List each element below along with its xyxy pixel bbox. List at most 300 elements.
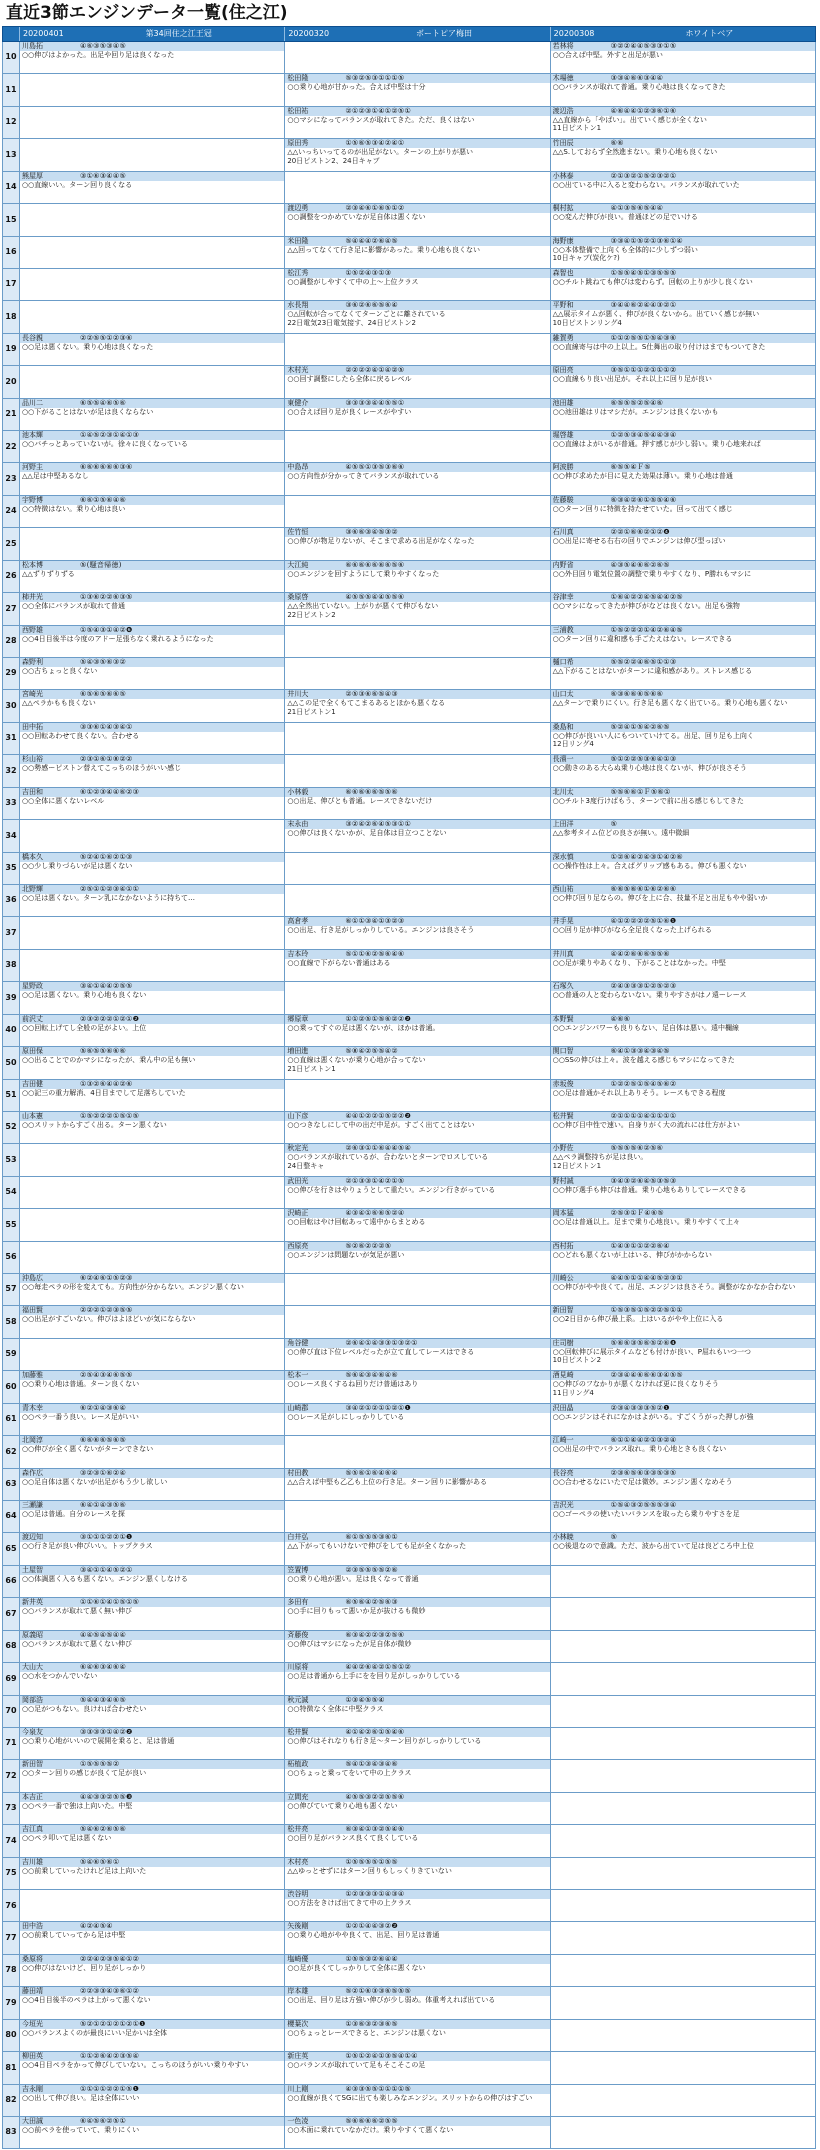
racer-line: [551, 107, 815, 116]
table-cell: [285, 1858, 550, 1889]
racer-name: 武田光: [287, 1176, 309, 1185]
race-results: ②②③③④③⑥①②: [80, 1987, 140, 1996]
racer-name: 加藤雅: [22, 1371, 43, 1380]
table-cell: [551, 42, 815, 73]
racer-line: [285, 1047, 549, 1056]
race-results: ①④③①①②②⑥④: [610, 1241, 670, 1250]
table-cell: [285, 1696, 550, 1727]
engine-number: 22: [3, 431, 20, 462]
race-results: ①⑤⑥⑤③④②④①: [345, 139, 405, 148]
racer-line: [20, 1371, 284, 1380]
racer-line: [551, 1274, 815, 1283]
engine-comment: ○○外目回り電気位置の調整で乗りやすくなり、P勝れもマシに: [552, 569, 752, 578]
engine-comment: ○○伸びは良くないかが、足自体は目立つことない: [287, 829, 447, 838]
race-results: ④②④⑤④: [80, 1922, 113, 1931]
table-cell: [285, 626, 550, 657]
race-results: ③⑤①①①②①①①②: [610, 366, 677, 375]
engine-comment: ○○操作性は上々。合えばグリップ感もある。伸びも悪くない: [552, 861, 747, 870]
racer-line: [285, 1533, 549, 1542]
table-cell: [285, 950, 550, 981]
racer-name: 土屋智: [22, 1565, 43, 1574]
table-cell: [285, 1955, 550, 1986]
engine-comment: ○○伸び直は下位レベルだったが立て直してレースはできる: [287, 1347, 475, 1356]
racer-name: 吉本玲: [287, 949, 309, 958]
racer-name: 小林暁: [552, 1533, 574, 1542]
table-row: [2, 1955, 816, 1987]
race-results: ①⑤⑤③②⑥④④: [345, 1954, 398, 1963]
racer-line: [551, 2117, 815, 2126]
racer-line: [551, 1112, 815, 1121]
racer-name: 谷津幸: [552, 593, 574, 602]
engine-comment: ○○SSの伸びは上々。波を越える感じもマシになってきた: [552, 1056, 735, 1065]
engine-comment: ○○下がることはないが足は良くならない: [22, 407, 154, 416]
engine-comment: ○○毎走ペラの形を変えても。方向性が分からない。エンジン悪くない: [22, 1283, 244, 1292]
racer-line: [285, 593, 549, 602]
table-cell: [20, 1566, 285, 1597]
table-row: [2, 626, 816, 658]
racer-line: [20, 1339, 284, 1348]
race-results: ⑥④⑤⑥②⑤①: [80, 2117, 127, 2125]
racer-name: 宇野博: [22, 495, 43, 504]
table-cell: [285, 1890, 550, 1921]
engine-comment: ○○出足の中でパランス取れ。乗り心地ときも良くない: [552, 1445, 727, 1454]
racer-line: [20, 2052, 284, 2061]
racer-line: [20, 334, 284, 343]
table-row: [2, 1631, 816, 1663]
table-row: [2, 1274, 816, 1306]
table-row: [2, 820, 816, 852]
table-cell: [551, 139, 815, 170]
race-results: ⑥⑤⑤⑤②⑤④⑥: [610, 398, 664, 407]
engine-number: 15: [3, 204, 20, 235]
racer-line: [20, 820, 284, 829]
engine-comment: ○○足がつもない。良ければ合わせたい: [22, 1704, 147, 1713]
table-cell: [20, 1436, 285, 1467]
race-results: ③④④⑥②④④③②①: [610, 301, 677, 310]
race-results: ③②③①⑥②④: [80, 1468, 127, 1477]
table-cell: [20, 1825, 285, 1856]
racer-name: 西山祐: [552, 884, 574, 893]
table-cell: [551, 1793, 815, 1824]
table-cell: [551, 1501, 815, 1532]
table-row: [2, 463, 816, 495]
racer-name: 桐村拡: [552, 204, 574, 213]
racer-line: [20, 1598, 284, 1607]
engine-comment: ○○マシになってバランスが取れてきた。ただ、良くはない: [287, 115, 475, 124]
header-date: 20200308: [553, 29, 595, 38]
engine-number: 29: [3, 658, 20, 689]
racer-line: [285, 269, 549, 278]
table-cell: [551, 2085, 815, 2116]
racer-name: 桑原将: [22, 1954, 43, 1963]
table-cell: [551, 853, 815, 884]
engine-number: 66: [3, 1566, 20, 1597]
engine-number: 80: [3, 2020, 20, 2051]
racer-name: 木場徳: [552, 74, 574, 83]
racer-line: [20, 1631, 284, 1640]
race-results: ①⑤⑤⑤⑤②: [80, 1760, 120, 1769]
racer-name: 沢崎正: [287, 1209, 309, 1218]
table-cell: [551, 2052, 815, 2083]
table-cell: [551, 1112, 815, 1143]
table-row: [2, 107, 816, 139]
engine-comment: ○○直線いい。ターン回り良くなる: [22, 180, 133, 189]
table-cell: [551, 334, 815, 365]
table-row: [2, 950, 816, 982]
race-results: ③③⑥①④③④①: [80, 722, 133, 731]
racer-line: [285, 917, 549, 926]
engine-comment: ○○本体整備で上向くも全体的に少しずつ弱い: [552, 245, 698, 254]
engine-comment: ○○足は悪くない。ターン乳になかないように持ちて…: [22, 893, 196, 902]
racer-name: 田中浩: [22, 1922, 43, 1931]
race-results: ④⑥③⑤③④⑤: [80, 42, 127, 50]
race-results: ②③⑤⑤⑤⑤②⑥: [345, 1565, 398, 1574]
racer-name: 河野主: [22, 463, 43, 472]
racer-name: 秋定光: [287, 1144, 309, 1153]
engine-number: 74: [3, 1825, 20, 1856]
table-cell: [285, 1598, 550, 1629]
racer-line: [20, 431, 284, 440]
engine-number: 14: [3, 172, 20, 203]
racer-name: 品川二: [22, 398, 43, 407]
engine-number: 75: [3, 1858, 20, 1889]
racer-line: [285, 1760, 549, 1769]
race-results: ④①④②⑥①⑤④⑥: [345, 1727, 405, 1736]
racer-line: [20, 399, 284, 408]
table-cell: [551, 237, 815, 268]
engine-comment: ○○エンジンを回すようにして乗りやすくなった: [287, 569, 440, 578]
racer-line: [20, 1987, 284, 1996]
table-cell: [20, 1858, 285, 1889]
race-results: ⑤④⑥⑤⑥①: [80, 1857, 120, 1866]
table-cell: [285, 2117, 550, 2148]
table-cell: [551, 1306, 815, 1337]
engine-comment: ○○足が良くてしっかりして全体に悪くない: [287, 1963, 426, 1972]
racer-name: 塩崎優: [287, 1954, 309, 1963]
header-col-2: [284, 27, 549, 41]
racer-line: [20, 1112, 284, 1121]
race-results: ⑥⑥⑥⑥⑥⑥③⑥: [80, 463, 133, 472]
table-cell: [551, 1404, 815, 1435]
racer-name: 佐竹恒: [287, 528, 309, 537]
racer-line: [551, 1955, 815, 1964]
race-results: ②②④②③⑤④①②: [80, 1954, 140, 1963]
table-cell: [285, 1047, 550, 1078]
racer-line: [551, 269, 815, 278]
header-number-cell: [3, 27, 19, 41]
racer-line: [20, 982, 284, 991]
racer-line: [285, 1793, 549, 1802]
race-results: ①②⑤③④⑤④④③④: [610, 431, 677, 440]
racer-name: 三浦教: [552, 625, 574, 634]
racer-line: [551, 237, 815, 246]
racer-name: 立間充: [287, 1792, 309, 1801]
race-results: ②②①⑥⑥②①②❹: [610, 528, 670, 537]
table-row: [2, 561, 816, 593]
racer-line: [20, 366, 284, 375]
racer-line: [285, 1598, 549, 1607]
table-cell: [20, 1890, 285, 1921]
table-cell: [20, 1144, 285, 1175]
table-cell: [20, 1209, 285, 1240]
race-results: ③④①①④⑤②①: [80, 1565, 133, 1574]
table-cell: [20, 1955, 285, 1986]
racer-name: 松本博: [22, 560, 43, 569]
racer-line: [20, 1436, 284, 1445]
table-cell: [285, 2085, 550, 2116]
engine-comment: ○○伸び求めたが目に見えた効果は薄い。乗り心地は普通: [552, 472, 733, 481]
racer-name: 原義昭: [22, 1630, 43, 1639]
racer-name: 吉田健: [22, 1079, 43, 1088]
racer-name: 新庄英: [287, 2052, 309, 2061]
engine-comment: ○○回り足が伸びがなら全足良くなった上げられる: [552, 926, 712, 935]
table-cell: [20, 950, 285, 981]
engine-comment: ○○ゴーペラの使いたいバランスを取ったら乗りやすさを足: [552, 1509, 740, 1518]
racer-line: [20, 528, 284, 537]
table-cell: [551, 1922, 815, 1953]
racer-name: 本野賢: [552, 1014, 574, 1023]
racer-name: 村田教: [287, 1468, 309, 1477]
table-row: [2, 1728, 816, 1760]
racer-line: [20, 237, 284, 246]
racer-line: [285, 2052, 549, 2061]
header-date: 20200320: [288, 29, 330, 38]
race-results: ⑤(騒音帰徳): [80, 560, 122, 569]
racer-name: 松田隆: [287, 74, 309, 83]
engine-number: 61: [3, 1404, 20, 1435]
engine-number: 36: [3, 885, 20, 916]
racer-line: [551, 2085, 815, 2094]
racer-line: [551, 1015, 815, 1024]
race-results: ③③④①⑤②①③⑥①④: [610, 236, 683, 245]
table-cell: [551, 1047, 815, 1078]
racer-name: 北川太: [552, 787, 574, 796]
racer-name: 酒見崎: [552, 1371, 574, 1380]
engine-comment: ○○ペラ一番で独は上向いた。中堅: [22, 1801, 133, 1810]
race-results: ③①⑥③④④⑤: [80, 171, 127, 180]
racer-line: [20, 1501, 284, 1510]
engine-number: 62: [3, 1436, 20, 1467]
race-results: ②③②②②①②①❷: [80, 1014, 140, 1023]
table-cell: [285, 1339, 550, 1370]
table-row: [2, 172, 816, 204]
racer-name: 小林毅: [287, 787, 309, 796]
engine-comment: ○○変んだ伸びが良い。普通ほどの足でいける: [552, 213, 698, 222]
racer-name: 川崎公: [552, 1274, 574, 1283]
racer-line: [285, 788, 549, 797]
header-col-3: [550, 27, 815, 41]
table-cell: [551, 820, 815, 851]
table-cell: [20, 301, 285, 332]
racer-line: [20, 1858, 284, 1867]
race-results: ③⑥⑥③④⑤③②: [345, 528, 398, 537]
table-cell: [20, 658, 285, 689]
engine-comment: ○○出ている中に入ると変わらない。バランスが取れていた: [552, 180, 740, 189]
engine-comment: ○○直線はよがいるが普通。押す感じが少し弱い。乗り心地来れば: [552, 440, 761, 449]
racer-name: 高倉孝: [287, 917, 309, 926]
table-cell: [551, 917, 815, 948]
engine-comment: ○○ペラ叩いて足は悪くない: [22, 1834, 112, 1843]
table-row: [2, 1015, 816, 1047]
engine-number: 54: [3, 1177, 20, 1208]
engine-number: 24: [3, 496, 20, 527]
table-cell: [551, 107, 815, 138]
racer-line: [285, 1922, 549, 1931]
racer-name: 森智也: [552, 268, 574, 277]
engine-comment: ○○バチっとあっていないが。徐々に良くなっている: [22, 440, 188, 449]
table-cell: [285, 1177, 550, 1208]
engine-comment: ○○手に回りもって悪いか足が抜けるも微妙: [287, 1607, 426, 1616]
engine-comment: ○○回転はやけ回転あって遠中からまとめる: [287, 1218, 426, 1227]
racer-name: 柿井光: [22, 593, 43, 602]
race-results: ⑥⑥: [610, 139, 624, 148]
engine-number: 63: [3, 1469, 20, 1500]
table-cell: [285, 1663, 550, 1694]
table-cell: [20, 1177, 285, 1208]
race-results: ④⑥④④①②③⑥①⑥: [610, 106, 677, 115]
racer-name: 吉田和: [22, 787, 43, 796]
race-results: ②⑤③⑥⑥⑤④③: [345, 690, 398, 699]
racer-name: 山口太: [552, 690, 574, 699]
table-header: [2, 26, 816, 42]
table-cell: [551, 1469, 815, 1500]
table-cell: [551, 366, 815, 397]
engine-number: 39: [3, 982, 20, 1013]
race-results: ①①②⑤⑤①⑤④③⑥: [610, 333, 677, 342]
parts-exchange-note: 24日整キャ: [287, 1161, 325, 1170]
header-venue: ボートピア梅田: [415, 29, 472, 38]
table-cell: [20, 1696, 285, 1727]
engine-number: 38: [3, 950, 20, 981]
race-results: ②③①⑥①⑧②②: [80, 755, 133, 764]
racer-line: [285, 1469, 549, 1478]
table-cell: [551, 1177, 815, 1208]
racer-name: 松田祐: [287, 106, 309, 115]
table-row: [2, 1825, 816, 1857]
racer-line: [285, 366, 549, 375]
engine-number: 52: [3, 1112, 20, 1143]
race-results: ②②②②④①④②⑤: [345, 366, 405, 375]
table-cell: [285, 1533, 550, 1564]
racer-name: 岡本猛: [552, 1209, 574, 1218]
table-cell: [285, 528, 550, 559]
racer-line: [20, 853, 284, 862]
table-cell: [551, 1242, 815, 1273]
engine-number: 16: [3, 237, 20, 268]
table-row: [2, 1469, 816, 1501]
racer-line: [551, 172, 815, 181]
racer-name: 今垣光: [22, 2019, 43, 2028]
racer-line: [285, 1631, 549, 1640]
engine-number: 40: [3, 1015, 20, 1046]
engine-comment: ○○足は悪くない。乗り心地は良くなった: [22, 342, 154, 351]
engine-comment: ○○マシになってきたが伸びがなどは良くない。出足も強物: [552, 602, 740, 611]
table-cell: [20, 1469, 285, 1500]
engine-comment: △△この足で全くもてこまるあるとほかも悪くなる: [287, 699, 446, 708]
race-results: ③②④②⑥④⑤③①①: [345, 820, 412, 829]
racer-line: [20, 1177, 284, 1186]
engine-number: 28: [3, 626, 20, 657]
table-cell: [551, 463, 815, 494]
table-cell: [551, 1760, 815, 1791]
racer-line: [285, 1112, 549, 1121]
racer-name: 木村光: [287, 366, 309, 375]
engine-number: 26: [3, 561, 20, 592]
table-cell: [20, 237, 285, 268]
table-cell: [285, 269, 550, 300]
race-results: ④①②②②②⑤①⑥❶: [610, 917, 677, 926]
race-results: ⑥⑤⑤④Ｆ⑤: [610, 463, 651, 472]
race-results: ①③⑥③②③⑥⑤: [345, 2019, 398, 2028]
engine-comment: △△参考タイム位どの良さが無い。遠中微細: [552, 829, 690, 838]
racer-name: 新田智: [552, 1306, 574, 1315]
engine-comment: △△ターンで乗りにくい。行き足も悪くなく出ている。乗り心地も悪くない: [552, 699, 788, 708]
engine-number: 56: [3, 1242, 20, 1273]
engine-number: 76: [3, 1890, 20, 1921]
engine-comment: ○○調整をつかめていなが足自体は悪くない: [287, 213, 426, 222]
table-cell: [551, 1371, 815, 1402]
racer-line: [20, 1890, 284, 1899]
engine-comment: ○○エンジンパワーも良りもない、足自体は悪い。遠中欄線: [552, 1023, 740, 1032]
table-cell: [20, 528, 285, 559]
engine-comment: ○○バランスが取れているが、合わないとターンでロスしている: [287, 1153, 489, 1162]
table-cell: [551, 496, 815, 527]
table-row: [2, 1404, 816, 1436]
table-cell: [551, 2117, 815, 2148]
racer-name: 樋口希: [552, 658, 574, 667]
racer-name: 白井弘: [287, 1533, 309, 1542]
engine-comment: ○○直線は悪くないが乗り心地が合ってない: [287, 1056, 426, 1065]
racer-line: [285, 1728, 549, 1737]
engine-comment: △△ゆっとせずにはターン回りもしっくりきていない: [287, 1866, 452, 1875]
racer-line: [551, 139, 815, 148]
race-results: ⑤: [610, 1533, 618, 1542]
table-cell: [285, 723, 550, 754]
table-row: [2, 2020, 816, 2052]
race-results: ①①②⑤①⑤⑥②②❷: [345, 1014, 412, 1023]
racer-line: [285, 723, 549, 732]
engine-comment: ○○レース足がしにしっかりしている: [287, 1412, 405, 1421]
race-results: ⑤④③⑤⑥③②: [80, 658, 127, 667]
racer-line: [20, 885, 284, 894]
race-results: ⑤⑤②②④⑥⑤①①③: [610, 658, 677, 667]
engine-comment: ○○ターン回りの感じが良くて足が良い: [22, 1769, 147, 1778]
table-cell: [551, 399, 815, 430]
table-cell: [285, 74, 550, 105]
race-results: ③③④⑥⑥③④④: [610, 74, 664, 83]
table-cell: [551, 658, 815, 689]
table-cell: [285, 1728, 550, 1759]
table-cell: [285, 1371, 550, 1402]
race-results: ②②⑤⑤①②③⑥: [80, 333, 133, 342]
racer-line: [285, 690, 549, 699]
table-cell: [285, 1306, 550, 1337]
racer-line: [20, 1533, 284, 1542]
racer-line: [551, 1663, 815, 1672]
table-cell: [285, 366, 550, 397]
racer-line: [551, 1922, 815, 1931]
racer-line: [285, 2020, 549, 2029]
engine-comment: ○○ちょっとレースできると、エンジンは悪くない: [287, 2028, 446, 2037]
racer-name: 松井賢: [287, 1727, 309, 1736]
race-results: ⑤⑥⑤⑤⑥⑥⑥: [80, 1047, 127, 1056]
table-row: [2, 1922, 816, 1954]
engine-comment: ○○体調悪く入るも悪くない。エンジン悪くしなける: [22, 1574, 188, 1583]
racer-line: [20, 74, 284, 83]
racer-name: 池田雄: [552, 398, 574, 407]
table-cell: [20, 853, 285, 884]
racer-name: 吉江真: [22, 1825, 43, 1834]
